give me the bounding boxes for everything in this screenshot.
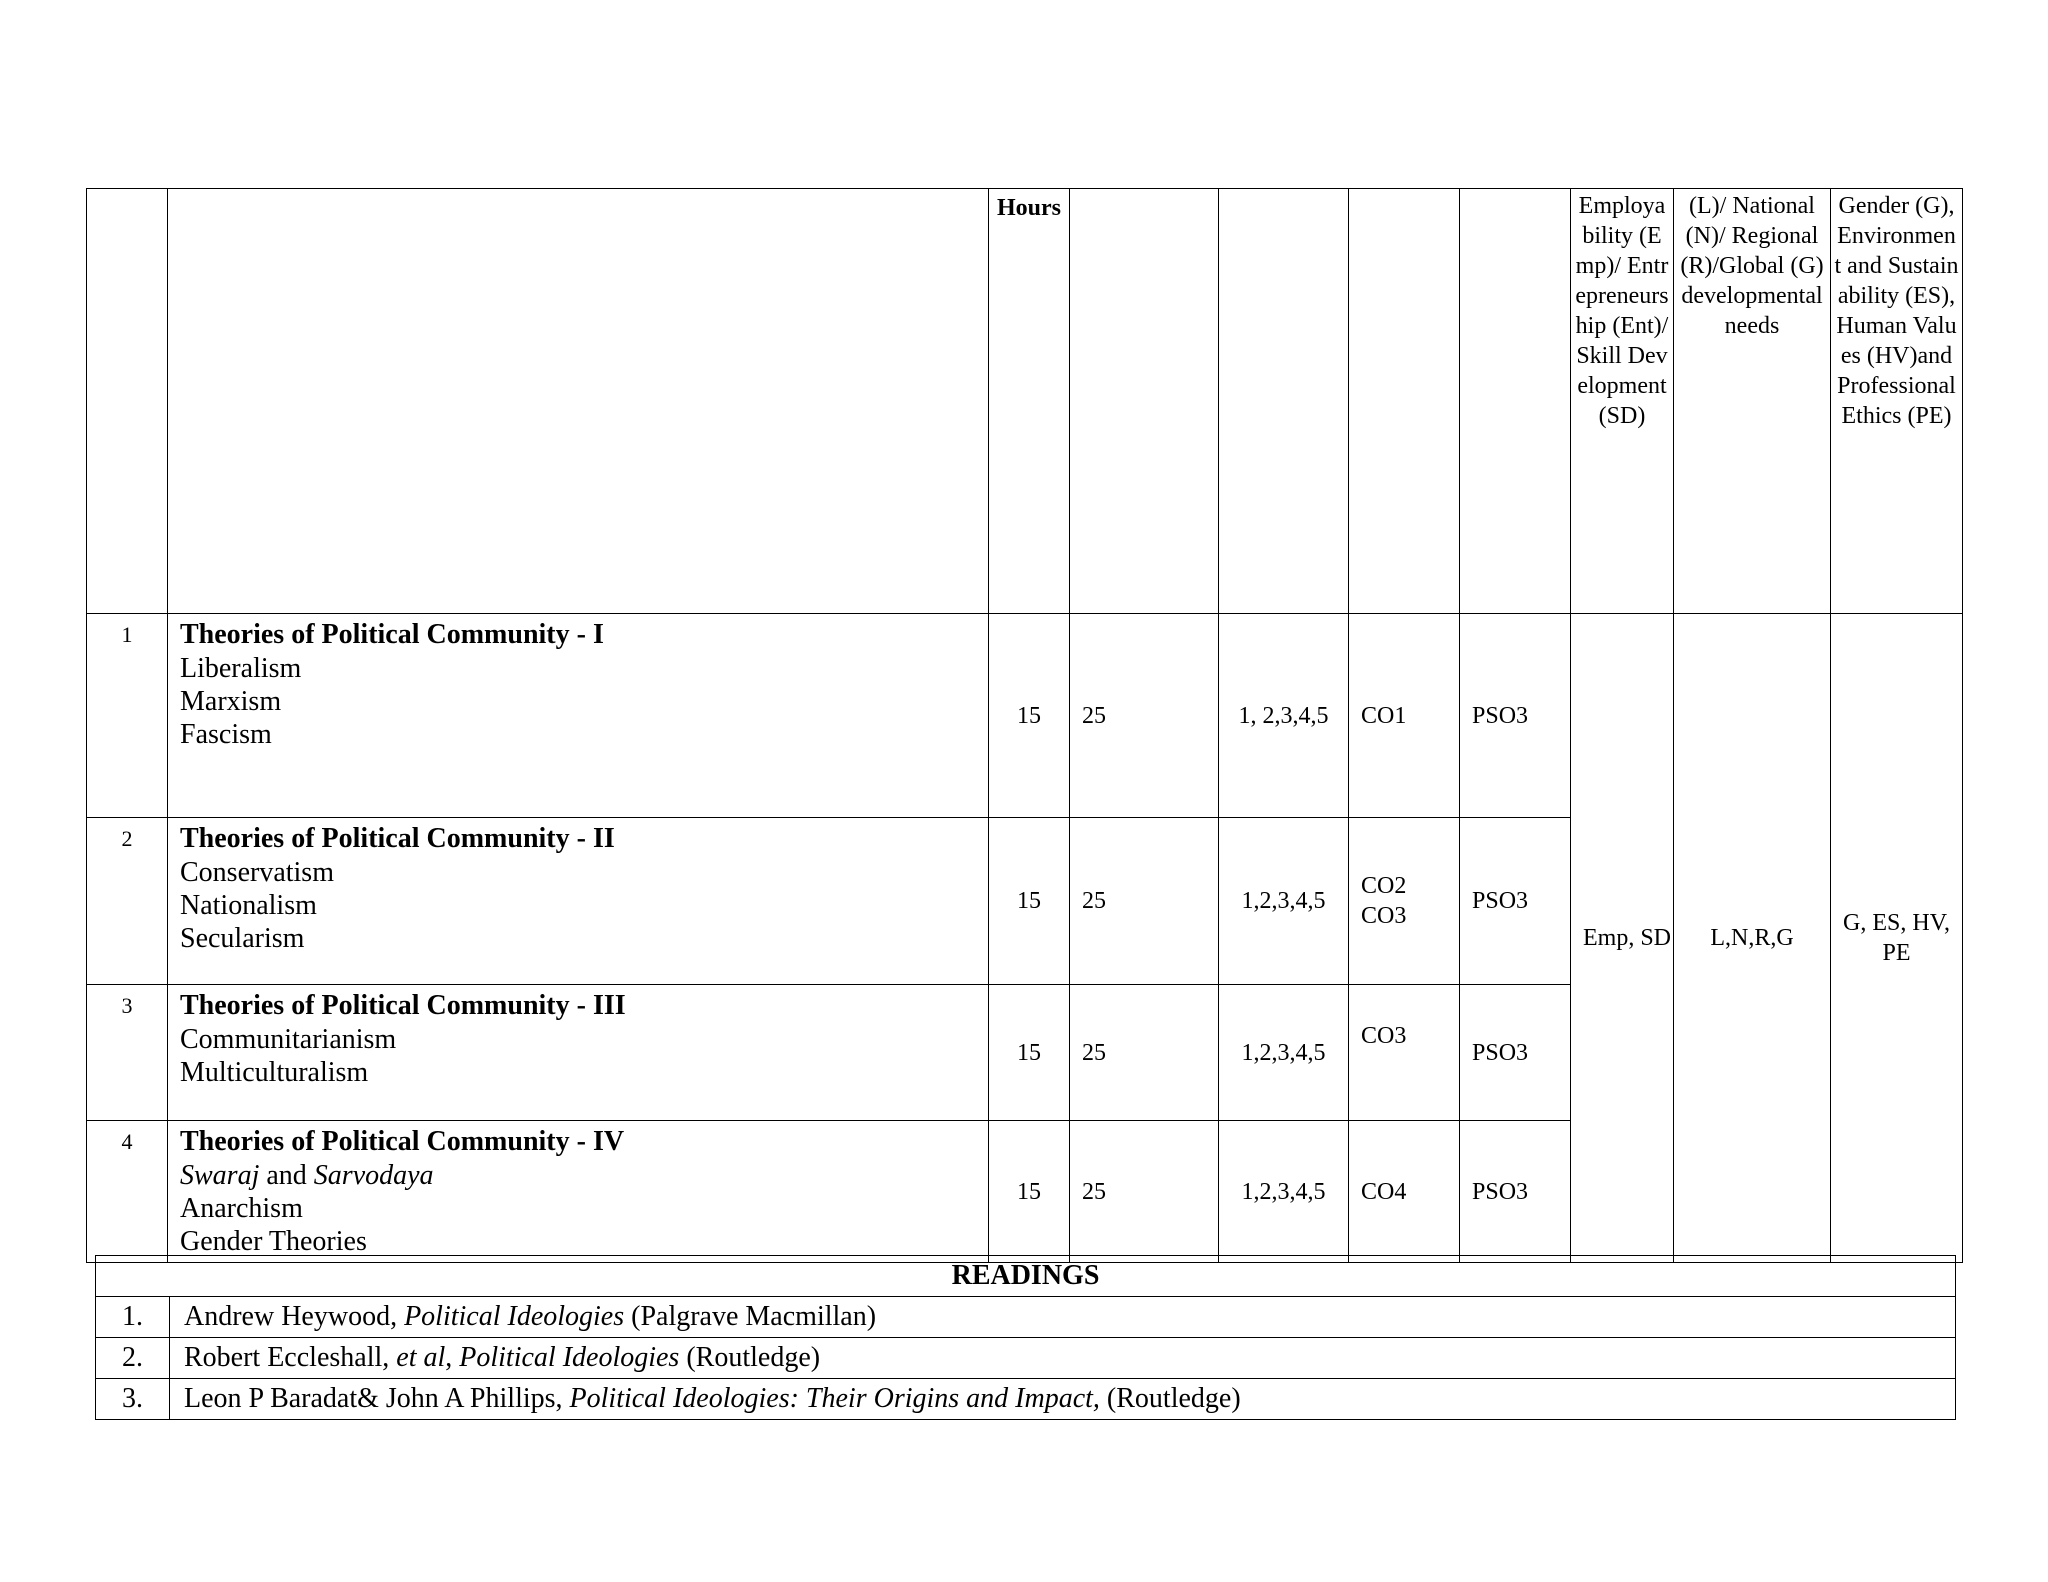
unit-pso: PSO3 bbox=[1460, 985, 1571, 1121]
reading-author: Leon P Baradat& John A Phillips, bbox=[184, 1383, 570, 1414]
unit-hours: 15 bbox=[989, 985, 1070, 1121]
unit-levels: 1,2,3,4,5 bbox=[1219, 1121, 1349, 1263]
header-gender-environment: Gender (G), Environment and Sustainability (ES), Human Values (HV)and Professional Ethics (PE) bbox=[1831, 189, 1963, 614]
header-blank-marks bbox=[1070, 189, 1219, 614]
header-employability: Employability (Emp)/ Entrepreneurship (Ent)/ Skill Development (SD) bbox=[1571, 189, 1674, 614]
topic: Secularism bbox=[180, 923, 305, 954]
readings-heading: READINGS bbox=[96, 1256, 1956, 1297]
unit-pso: PSO3 bbox=[1460, 1121, 1571, 1263]
reading-title: Political Ideologies: Their Origins and Impact, bbox=[569, 1383, 1100, 1414]
unit-number: 3 bbox=[87, 985, 168, 1121]
readings-heading-row bbox=[96, 1256, 1956, 1297]
header-blank-levels bbox=[1219, 189, 1349, 614]
unit-number: 4 bbox=[87, 1121, 168, 1263]
topic-swaraj: Swaraj bbox=[180, 1160, 260, 1191]
unit-marks: 25 bbox=[1070, 1121, 1219, 1263]
header-blank-co bbox=[1349, 189, 1460, 614]
unit-co: CO3 bbox=[1349, 985, 1460, 1121]
unit-marks: 25 bbox=[1070, 614, 1219, 818]
topic-swaraj-sarvodaya bbox=[180, 1159, 976, 1192]
topic: Multiculturalism bbox=[180, 1057, 369, 1088]
header-blank-topic bbox=[168, 189, 989, 614]
unit-hours: 15 bbox=[989, 614, 1070, 818]
unit-topics bbox=[168, 1121, 989, 1263]
reading-publisher: (Routledge) bbox=[1099, 1383, 1241, 1414]
reading-number: 1. bbox=[96, 1297, 170, 1338]
unit-title: Theories of Political Community - III bbox=[180, 990, 626, 1021]
reading-title: Political Ideologies bbox=[404, 1301, 625, 1332]
table-row bbox=[96, 1297, 1956, 1338]
reading-number: 2. bbox=[96, 1338, 170, 1379]
unit-topics bbox=[168, 614, 989, 818]
table-row bbox=[87, 614, 1963, 818]
reading-separator: , bbox=[445, 1342, 460, 1373]
readings-table bbox=[95, 1255, 1956, 1420]
unit-levels: 1,2,3,4,5 bbox=[1219, 818, 1349, 985]
unit-co bbox=[1349, 818, 1460, 985]
topic-sarvodaya: Sarvodaya bbox=[313, 1160, 434, 1191]
topic: Communitarianism bbox=[180, 1024, 397, 1055]
unit-title: Theories of Political Community - IV bbox=[180, 1126, 625, 1157]
unit-co: CO4 bbox=[1349, 1121, 1460, 1263]
reading-publisher: (Palgrave Macmillan) bbox=[624, 1301, 877, 1332]
unit-pso: PSO3 bbox=[1460, 818, 1571, 985]
reading-number: 3. bbox=[96, 1379, 170, 1420]
topic: Fascism bbox=[180, 719, 272, 750]
reading-etal: et al bbox=[396, 1342, 446, 1373]
unit-levels: 1, 2,3,4,5 bbox=[1219, 614, 1349, 818]
table-row bbox=[96, 1338, 1956, 1379]
unit-levels: 1,2,3,4,5 bbox=[1219, 985, 1349, 1121]
header-blank-num bbox=[87, 189, 168, 614]
reading-citation bbox=[170, 1297, 1956, 1338]
header-development-needs: (L)/ National (N)/ Regional(R)/Global (G) developmental needs bbox=[1674, 189, 1831, 614]
topic: Anarchism bbox=[180, 1193, 303, 1224]
unit-number: 1 bbox=[87, 614, 168, 818]
topic: Marxism bbox=[180, 686, 282, 717]
topic: Gender Theories bbox=[180, 1226, 367, 1257]
reading-publisher: (Routledge) bbox=[679, 1342, 821, 1373]
merged-employability: Emp, SD bbox=[1571, 614, 1674, 1263]
reading-citation bbox=[170, 1379, 1956, 1420]
reading-title: Political Ideologies bbox=[459, 1342, 680, 1373]
reading-author: Andrew Heywood, bbox=[184, 1301, 405, 1332]
table-header-row bbox=[87, 189, 1963, 614]
merged-gender-environment: G, ES, HV, PE bbox=[1831, 614, 1963, 1263]
header-blank-pso bbox=[1460, 189, 1571, 614]
reading-citation bbox=[170, 1338, 1956, 1379]
topic: Nationalism bbox=[180, 890, 317, 921]
unit-co: CO1 bbox=[1349, 614, 1460, 818]
reading-author: Robert Eccleshall, bbox=[184, 1342, 397, 1373]
topic: Conservatism bbox=[180, 857, 334, 888]
topic: Liberalism bbox=[180, 653, 302, 684]
unit-topics bbox=[168, 985, 989, 1121]
unit-hours: 15 bbox=[989, 818, 1070, 985]
unit-title: Theories of Political Community - II bbox=[180, 823, 615, 854]
unit-marks: 25 bbox=[1070, 818, 1219, 985]
unit-pso: PSO3 bbox=[1460, 614, 1571, 818]
syllabus-table bbox=[86, 188, 1963, 1263]
topic-and: and bbox=[266, 1160, 307, 1191]
unit-topics bbox=[168, 818, 989, 985]
unit-marks: 25 bbox=[1070, 985, 1219, 1121]
header-hours: Hours bbox=[989, 189, 1070, 614]
merged-development-needs: L,N,R,G bbox=[1674, 614, 1831, 1263]
table-row bbox=[96, 1379, 1956, 1420]
unit-title: Theories of Political Community - I bbox=[180, 619, 604, 650]
unit-number: 2 bbox=[87, 818, 168, 985]
co-item: CO3 bbox=[1361, 903, 1407, 929]
unit-hours: 15 bbox=[989, 1121, 1070, 1263]
co-item: CO2 bbox=[1361, 873, 1407, 899]
